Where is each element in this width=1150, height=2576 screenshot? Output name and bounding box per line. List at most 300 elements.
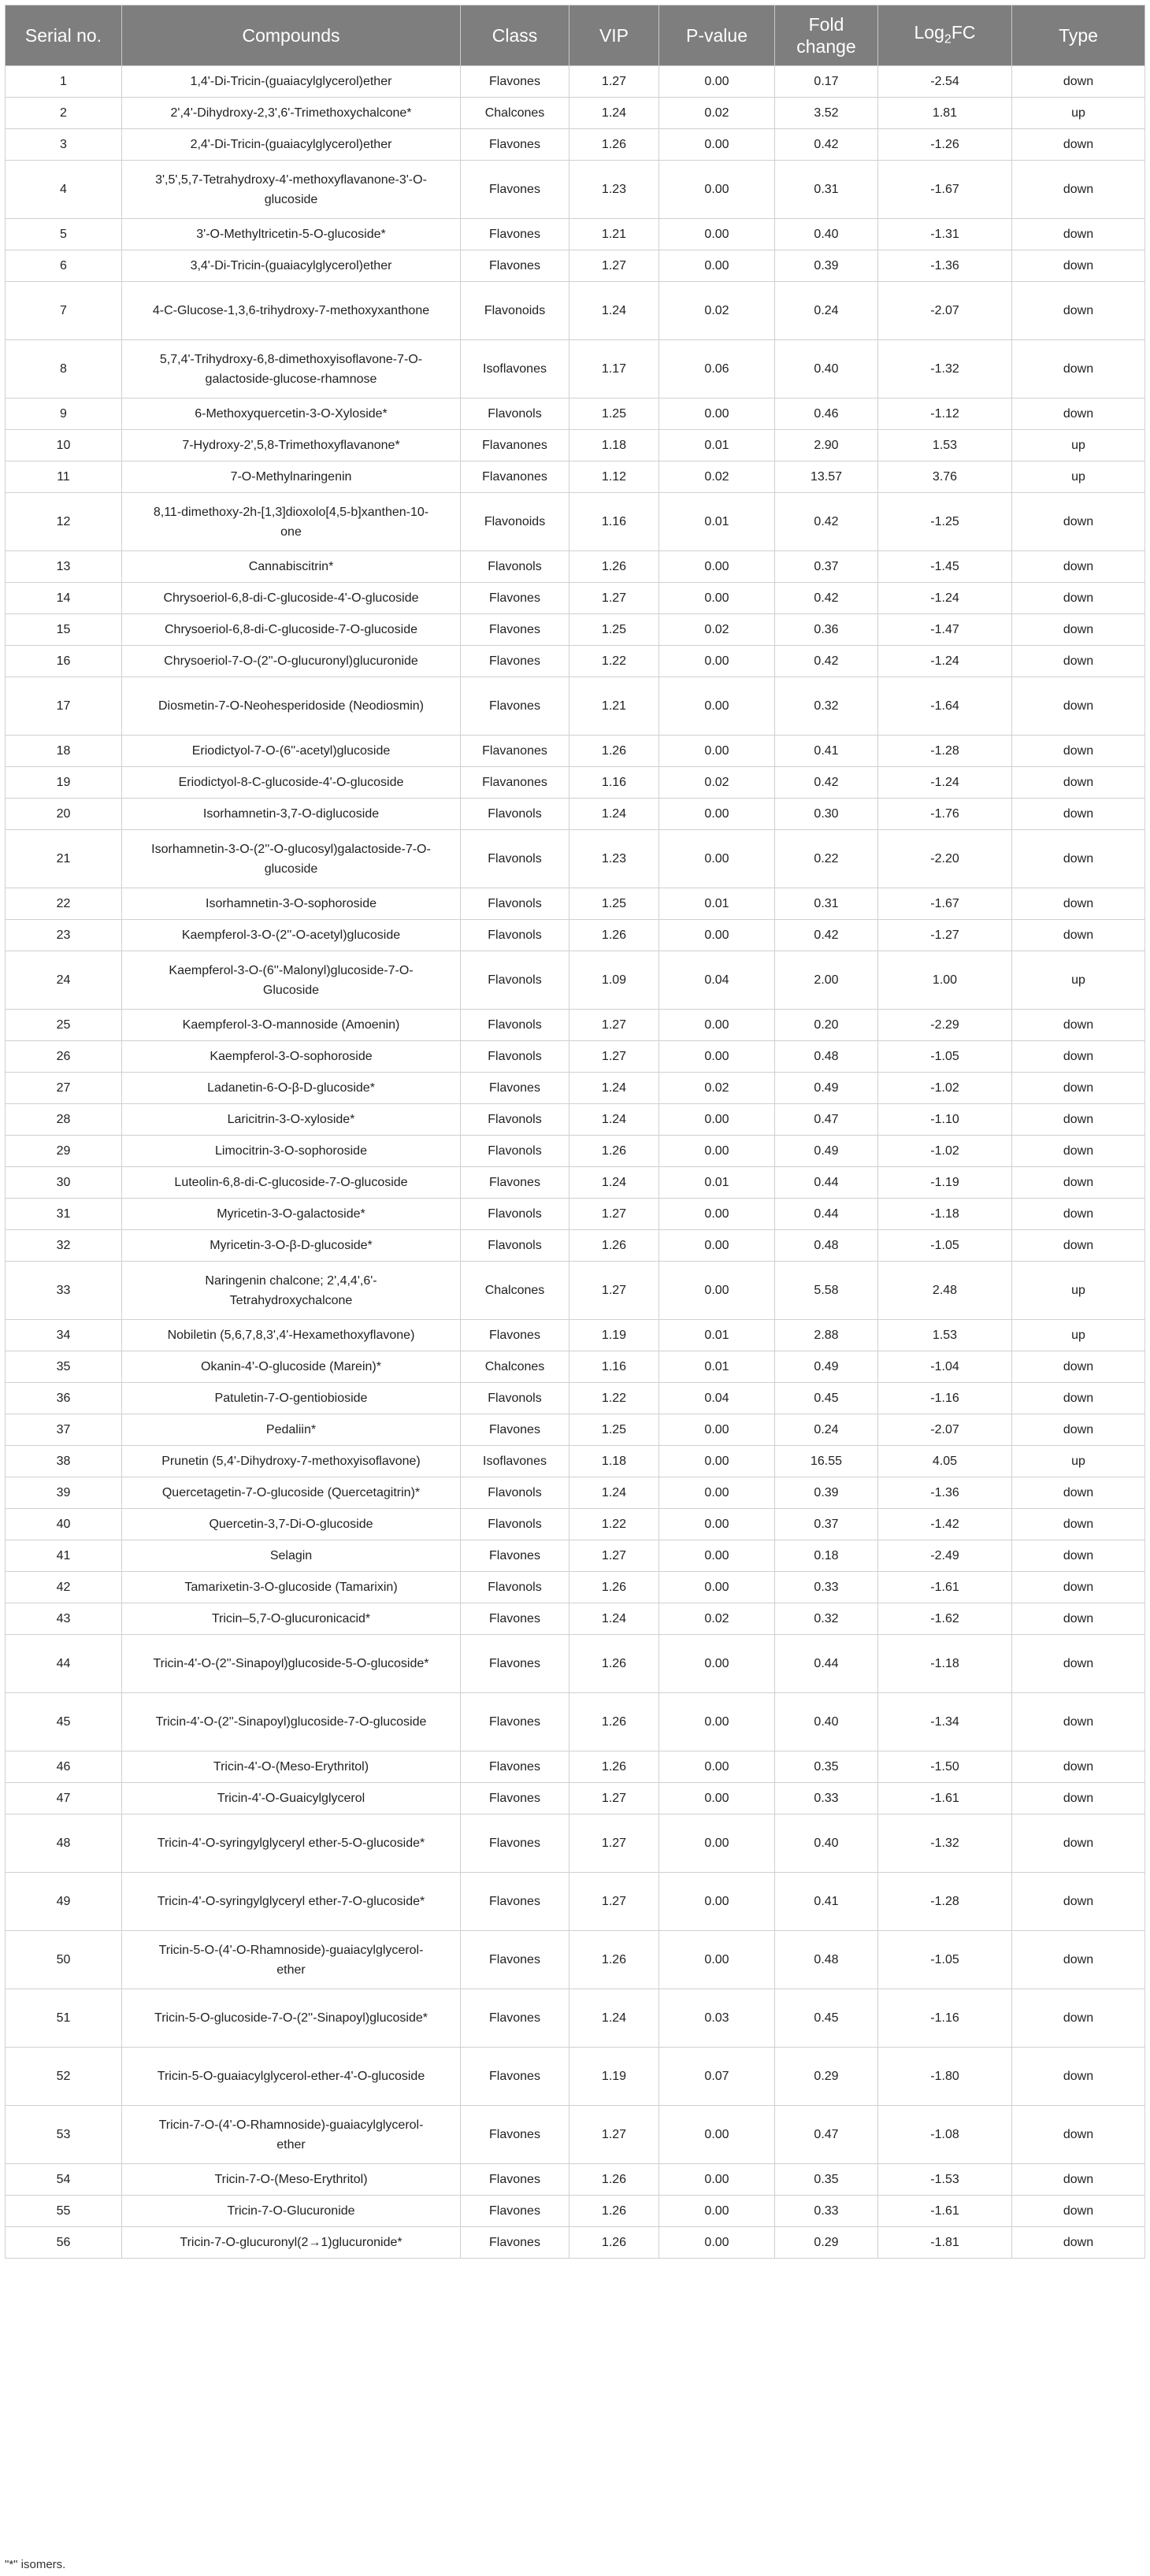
type-cell: down [1012, 66, 1145, 98]
class-cell: Flavonols [461, 1010, 569, 1041]
class-cell: Flavonols [461, 1509, 569, 1540]
log2fc-cell: -2.20 [878, 830, 1012, 888]
compound-cell: 6-Methoxyquercetin-3-O-Xyloside* [122, 398, 461, 430]
log2fc-cell: -1.47 [878, 614, 1012, 646]
type-cell: down [1012, 830, 1145, 888]
serial-cell: 19 [6, 767, 122, 799]
fold-change-cell: 0.42 [775, 493, 878, 551]
vip-cell: 1.26 [569, 920, 659, 951]
pvalue-cell: 0.01 [659, 1320, 775, 1351]
table-row [6, 1199, 1145, 1230]
type-cell: down [1012, 1783, 1145, 1814]
type-cell: down [1012, 1383, 1145, 1414]
fold-change-cell: 0.37 [775, 1509, 878, 1540]
serial-cell: 23 [6, 920, 122, 951]
vip-cell: 1.24 [569, 1603, 659, 1635]
fold-change-cell: 0.47 [775, 2106, 878, 2164]
pvalue-cell: 0.00 [659, 2164, 775, 2196]
pvalue-cell: 0.00 [659, 1414, 775, 1446]
log2fc-cell: -1.62 [878, 1603, 1012, 1635]
pvalue-cell: 0.00 [659, 1446, 775, 1477]
class-cell: Chalcones [461, 98, 569, 129]
pvalue-cell: 0.02 [659, 282, 775, 340]
compound-cell: Tricin–5,7-O-glucuronicacid* [122, 1603, 461, 1635]
table-row [6, 951, 1145, 1010]
type-cell: down [1012, 1351, 1145, 1383]
vip-cell: 1.24 [569, 1167, 659, 1199]
log2fc-cell: 4.05 [878, 1446, 1012, 1477]
pvalue-cell: 0.02 [659, 614, 775, 646]
log2fc-cell: 1.00 [878, 951, 1012, 1010]
vip-cell: 1.27 [569, 1262, 659, 1320]
compound-cell: Tricin-5-O-glucoside-7-O-(2''-Sinapoyl)glucoside* [122, 1989, 461, 2048]
serial-cell: 3 [6, 129, 122, 161]
serial-cell: 8 [6, 340, 122, 398]
fold-change-cell: 0.48 [775, 1041, 878, 1073]
class-cell: Flavonoids [461, 282, 569, 340]
vip-cell: 1.12 [569, 461, 659, 493]
pvalue-cell: 0.04 [659, 951, 775, 1010]
header-log2fc-sub: 2 [944, 32, 952, 46]
table-row [6, 736, 1145, 767]
table-row [6, 767, 1145, 799]
class-cell: Flavones [461, 1783, 569, 1814]
compound-cell: Tricin-5-O-(4'-O-Rhamnoside)-guaiacylglycerol-ether [122, 1931, 461, 1989]
class-cell: Flavonoids [461, 493, 569, 551]
compound-cell: 2,4'-Di-Tricin-(guaiacylglycerol)ether [122, 129, 461, 161]
type-cell: up [1012, 430, 1145, 461]
pvalue-cell: 0.00 [659, 551, 775, 583]
pvalue-cell: 0.01 [659, 430, 775, 461]
class-cell: Flavonols [461, 1383, 569, 1414]
compound-cell: Tricin-7-O-glucuronyl(2→1)glucuronide* [122, 2227, 461, 2259]
log2fc-cell: -1.16 [878, 1383, 1012, 1414]
vip-cell: 1.19 [569, 1320, 659, 1351]
serial-cell: 12 [6, 493, 122, 551]
pvalue-cell: 0.00 [659, 161, 775, 219]
compounds-table [5, 5, 1145, 2259]
vip-cell: 1.16 [569, 1351, 659, 1383]
pvalue-cell: 0.00 [659, 736, 775, 767]
vip-cell: 1.27 [569, 66, 659, 98]
type-cell: down [1012, 767, 1145, 799]
type-cell: down [1012, 1989, 1145, 2048]
fold-change-cell: 2.90 [775, 430, 878, 461]
type-cell: down [1012, 1509, 1145, 1540]
serial-cell: 38 [6, 1446, 122, 1477]
vip-cell: 1.27 [569, 1814, 659, 1873]
log2fc-cell: -1.61 [878, 1783, 1012, 1814]
class-cell: Flavones [461, 1635, 569, 1693]
pvalue-cell: 0.01 [659, 1351, 775, 1383]
vip-cell: 1.18 [569, 430, 659, 461]
log2fc-cell: -1.19 [878, 1167, 1012, 1199]
type-cell: down [1012, 2196, 1145, 2227]
compound-cell: Tricin-4'-O-Guaicylglycerol [122, 1783, 461, 1814]
table-row [6, 1751, 1145, 1783]
serial-cell: 34 [6, 1320, 122, 1351]
compound-cell: 7-O-Methylnaringenin [122, 461, 461, 493]
log2fc-cell: -1.67 [878, 161, 1012, 219]
type-cell: up [1012, 461, 1145, 493]
class-cell: Flavones [461, 1873, 569, 1931]
class-cell: Flavones [461, 1931, 569, 1989]
pvalue-cell: 0.07 [659, 2048, 775, 2106]
table-row [6, 129, 1145, 161]
type-cell: down [1012, 1572, 1145, 1603]
table-row [6, 1010, 1145, 1041]
fold-change-cell: 0.42 [775, 583, 878, 614]
type-cell: down [1012, 340, 1145, 398]
table-row [6, 161, 1145, 219]
vip-cell: 1.17 [569, 340, 659, 398]
fold-change-cell: 2.00 [775, 951, 878, 1010]
serial-cell: 52 [6, 2048, 122, 2106]
pvalue-cell: 0.00 [659, 1010, 775, 1041]
serial-cell: 11 [6, 461, 122, 493]
pvalue-cell: 0.00 [659, 646, 775, 677]
type-cell: up [1012, 98, 1145, 129]
table-row [6, 2227, 1145, 2259]
fold-change-cell: 0.48 [775, 1230, 878, 1262]
vip-cell: 1.16 [569, 767, 659, 799]
class-cell: Flavanones [461, 430, 569, 461]
log2fc-cell: -2.07 [878, 1414, 1012, 1446]
serial-cell: 16 [6, 646, 122, 677]
log2fc-cell: -1.45 [878, 551, 1012, 583]
compound-cell: Prunetin (5,4'-Dihydroxy-7-methoxyisoflavone) [122, 1446, 461, 1477]
type-cell: down [1012, 1751, 1145, 1783]
table-row [6, 2196, 1145, 2227]
header-vip: VIP [569, 6, 659, 66]
pvalue-cell: 0.00 [659, 1693, 775, 1751]
fold-change-cell: 0.20 [775, 1010, 878, 1041]
serial-cell: 39 [6, 1477, 122, 1509]
pvalue-cell: 0.02 [659, 98, 775, 129]
compound-cell: Tricin-7-O-Glucuronide [122, 2196, 461, 2227]
table-row [6, 1446, 1145, 1477]
fold-change-cell: 2.88 [775, 1320, 878, 1351]
serial-cell: 42 [6, 1572, 122, 1603]
table-row [6, 1477, 1145, 1509]
table-row [6, 830, 1145, 888]
serial-cell: 41 [6, 1540, 122, 1572]
class-cell: Flavones [461, 646, 569, 677]
compound-cell: Kaempferol-3-O-(6''-Malonyl)glucoside-7-O-Glucoside [122, 951, 461, 1010]
table-row [6, 1783, 1145, 1814]
vip-cell: 1.26 [569, 129, 659, 161]
type-cell: down [1012, 161, 1145, 219]
serial-cell: 18 [6, 736, 122, 767]
header-compounds: Compounds [122, 6, 461, 66]
log2fc-cell: -1.36 [878, 250, 1012, 282]
pvalue-cell: 0.00 [659, 219, 775, 250]
type-cell: down [1012, 614, 1145, 646]
table-row [6, 1693, 1145, 1751]
type-cell: down [1012, 1073, 1145, 1104]
serial-cell: 2 [6, 98, 122, 129]
type-cell: down [1012, 888, 1145, 920]
fold-change-cell: 0.36 [775, 614, 878, 646]
type-cell: down [1012, 646, 1145, 677]
class-cell: Flavonols [461, 1041, 569, 1073]
type-cell: down [1012, 1230, 1145, 1262]
serial-cell: 9 [6, 398, 122, 430]
table-row [6, 1509, 1145, 1540]
table-row [6, 551, 1145, 583]
table-row [6, 2048, 1145, 2106]
header-log2fc-main: Log [914, 21, 944, 43]
vip-cell: 1.27 [569, 1873, 659, 1931]
serial-cell: 35 [6, 1351, 122, 1383]
serial-cell: 32 [6, 1230, 122, 1262]
type-cell: down [1012, 398, 1145, 430]
pvalue-cell: 0.02 [659, 1073, 775, 1104]
class-cell: Flavonols [461, 1199, 569, 1230]
class-cell: Flavones [461, 66, 569, 98]
fold-change-cell: 0.32 [775, 1603, 878, 1635]
log2fc-cell: -1.02 [878, 1136, 1012, 1167]
log2fc-cell: -1.24 [878, 767, 1012, 799]
compound-cell: Chrysoeriol-7-O-(2''-O-glucuronyl)glucuronide [122, 646, 461, 677]
serial-cell: 25 [6, 1010, 122, 1041]
fold-change-cell: 0.35 [775, 2164, 878, 2196]
serial-cell: 43 [6, 1603, 122, 1635]
fold-change-cell: 0.40 [775, 340, 878, 398]
pvalue-cell: 0.00 [659, 1751, 775, 1783]
compound-cell: 2',4'-Dihydroxy-2,3',6'-Trimethoxychalcone* [122, 98, 461, 129]
table-body [6, 66, 1145, 2259]
class-cell: Flavones [461, 1693, 569, 1751]
class-cell: Flavones [461, 1751, 569, 1783]
serial-cell: 44 [6, 1635, 122, 1693]
table-row [6, 1814, 1145, 1873]
vip-cell: 1.16 [569, 493, 659, 551]
compound-cell: 8,11-dimethoxy-2h-[1,3]dioxolo[4,5-b]xanthen-10-one [122, 493, 461, 551]
vip-cell: 1.24 [569, 1073, 659, 1104]
class-cell: Flavones [461, 2196, 569, 2227]
type-cell: down [1012, 2106, 1145, 2164]
class-cell: Flavones [461, 1989, 569, 2048]
type-cell: down [1012, 1814, 1145, 1873]
header-row [6, 6, 1145, 66]
vip-cell: 1.26 [569, 1230, 659, 1262]
compound-cell: 4-C-Glucose-1,3,6-trihydroxy-7-methoxyxanthone [122, 282, 461, 340]
type-cell: down [1012, 2164, 1145, 2196]
class-cell: Isoflavones [461, 1446, 569, 1477]
pvalue-cell: 0.00 [659, 1635, 775, 1693]
compound-cell: Laricitrin-3-O-xyloside* [122, 1104, 461, 1136]
fold-change-cell: 0.39 [775, 250, 878, 282]
vip-cell: 1.24 [569, 98, 659, 129]
log2fc-cell: -1.28 [878, 1873, 1012, 1931]
log2fc-cell: -2.54 [878, 66, 1012, 98]
table-row [6, 1104, 1145, 1136]
fold-change-cell: 0.44 [775, 1167, 878, 1199]
log2fc-cell: 3.76 [878, 461, 1012, 493]
pvalue-cell: 0.06 [659, 340, 775, 398]
pvalue-cell: 0.00 [659, 250, 775, 282]
compound-cell: Okanin-4'-O-glucoside (Marein)* [122, 1351, 461, 1383]
log2fc-cell: -2.49 [878, 1540, 1012, 1572]
table-row [6, 1414, 1145, 1446]
class-cell: Flavones [461, 677, 569, 736]
log2fc-cell: -1.04 [878, 1351, 1012, 1383]
class-cell: Flavones [461, 2227, 569, 2259]
log2fc-cell: -1.42 [878, 1509, 1012, 1540]
compound-cell: Limocitrin-3-O-sophoroside [122, 1136, 461, 1167]
serial-cell: 29 [6, 1136, 122, 1167]
type-cell: down [1012, 920, 1145, 951]
table-row [6, 1383, 1145, 1414]
pvalue-cell: 0.00 [659, 1230, 775, 1262]
vip-cell: 1.24 [569, 1104, 659, 1136]
header-pvalue: P-value [659, 6, 775, 66]
table-row [6, 646, 1145, 677]
type-cell: down [1012, 1693, 1145, 1751]
vip-cell: 1.19 [569, 2048, 659, 2106]
fold-change-cell: 3.52 [775, 98, 878, 129]
log2fc-cell: -1.08 [878, 2106, 1012, 2164]
compound-cell: Myricetin-3-O-galactoside* [122, 1199, 461, 1230]
fold-change-cell: 0.41 [775, 736, 878, 767]
compound-cell: Kaempferol-3-O-(2''-O-acetyl)glucoside [122, 920, 461, 951]
serial-cell: 4 [6, 161, 122, 219]
fold-change-cell: 0.33 [775, 1783, 878, 1814]
log2fc-cell: 2.48 [878, 1262, 1012, 1320]
compound-cell: Kaempferol-3-O-mannoside (Amoenin) [122, 1010, 461, 1041]
fold-change-cell: 0.29 [775, 2048, 878, 2106]
pvalue-cell: 0.00 [659, 2227, 775, 2259]
vip-cell: 1.24 [569, 1989, 659, 2048]
pvalue-cell: 0.01 [659, 1167, 775, 1199]
class-cell: Flavanones [461, 736, 569, 767]
compound-cell: Chrysoeriol-6,8-di-C-glucoside-7-O-glucoside [122, 614, 461, 646]
fold-change-cell: 0.33 [775, 2196, 878, 2227]
table-row [6, 398, 1145, 430]
table-row [6, 1351, 1145, 1383]
serial-cell: 13 [6, 551, 122, 583]
pvalue-cell: 0.02 [659, 1603, 775, 1635]
table-row [6, 219, 1145, 250]
log2fc-cell: -1.05 [878, 1931, 1012, 1989]
fold-change-cell: 0.37 [775, 551, 878, 583]
type-cell: up [1012, 1446, 1145, 1477]
pvalue-cell: 0.02 [659, 767, 775, 799]
table-row [6, 2164, 1145, 2196]
log2fc-cell: -1.28 [878, 736, 1012, 767]
pvalue-cell: 0.00 [659, 677, 775, 736]
compound-cell: 1,4'-Di-Tricin-(guaiacylglycerol)ether [122, 66, 461, 98]
serial-cell: 21 [6, 830, 122, 888]
header-fold-change: Fold change [775, 6, 878, 66]
class-cell: Flavones [461, 2048, 569, 2106]
pvalue-cell: 0.00 [659, 1873, 775, 1931]
table-row [6, 430, 1145, 461]
log2fc-cell: -1.05 [878, 1230, 1012, 1262]
vip-cell: 1.26 [569, 2196, 659, 2227]
serial-cell: 55 [6, 2196, 122, 2227]
table-row [6, 1603, 1145, 1635]
serial-cell: 45 [6, 1693, 122, 1751]
type-cell: down [1012, 129, 1145, 161]
serial-cell: 37 [6, 1414, 122, 1446]
log2fc-cell: -2.07 [878, 282, 1012, 340]
vip-cell: 1.21 [569, 219, 659, 250]
table-row [6, 583, 1145, 614]
table-row [6, 1320, 1145, 1351]
class-cell: Flavonols [461, 951, 569, 1010]
type-cell: down [1012, 250, 1145, 282]
type-cell: down [1012, 1010, 1145, 1041]
header-log2fc [878, 6, 1012, 66]
compound-cell: Eriodictyol-7-O-(6''-acetyl)glucoside [122, 736, 461, 767]
header-serial: Serial no. [6, 6, 122, 66]
vip-cell: 1.27 [569, 1199, 659, 1230]
table-row [6, 614, 1145, 646]
fold-change-cell: 0.35 [775, 1751, 878, 1783]
log2fc-cell: 1.81 [878, 98, 1012, 129]
serial-cell: 17 [6, 677, 122, 736]
vip-cell: 1.26 [569, 736, 659, 767]
table-row [6, 1572, 1145, 1603]
serial-cell: 51 [6, 1989, 122, 2048]
serial-cell: 49 [6, 1873, 122, 1931]
type-cell: down [1012, 1414, 1145, 1446]
log2fc-cell: -1.10 [878, 1104, 1012, 1136]
compound-cell: Tricin-5-O-guaiacylglycerol-ether-4'-O-glucoside [122, 2048, 461, 2106]
vip-cell: 1.22 [569, 1383, 659, 1414]
vip-cell: 1.23 [569, 830, 659, 888]
compound-cell: Eriodictyol-8-C-glucoside-4'-O-glucoside [122, 767, 461, 799]
type-cell: down [1012, 551, 1145, 583]
class-cell: Flavonols [461, 888, 569, 920]
fold-change-cell: 0.31 [775, 888, 878, 920]
class-cell: Flavonols [461, 799, 569, 830]
class-cell: Flavonols [461, 398, 569, 430]
class-cell: Flavones [461, 161, 569, 219]
serial-cell: 15 [6, 614, 122, 646]
pvalue-cell: 0.00 [659, 1540, 775, 1572]
serial-cell: 33 [6, 1262, 122, 1320]
vip-cell: 1.27 [569, 1540, 659, 1572]
serial-cell: 36 [6, 1383, 122, 1414]
type-cell: down [1012, 2227, 1145, 2259]
compound-cell: Nobiletin (5,6,7,8,3',4'-Hexamethoxyflavone) [122, 1320, 461, 1351]
type-cell: up [1012, 951, 1145, 1010]
type-cell: down [1012, 1136, 1145, 1167]
class-cell: Flavonols [461, 1572, 569, 1603]
fold-change-cell: 0.39 [775, 1477, 878, 1509]
fold-change-cell: 0.44 [775, 1199, 878, 1230]
table-row [6, 920, 1145, 951]
pvalue-cell: 0.00 [659, 583, 775, 614]
table-row [6, 2106, 1145, 2164]
log2fc-cell: -1.27 [878, 920, 1012, 951]
class-cell: Isoflavones [461, 340, 569, 398]
type-cell: down [1012, 1041, 1145, 1073]
log2fc-cell: -1.05 [878, 1041, 1012, 1073]
class-cell: Flavones [461, 250, 569, 282]
fold-change-cell: 5.58 [775, 1262, 878, 1320]
serial-cell: 26 [6, 1041, 122, 1073]
table-row [6, 1873, 1145, 1931]
log2fc-cell: 1.53 [878, 430, 1012, 461]
table-row [6, 677, 1145, 736]
log2fc-cell: -1.12 [878, 398, 1012, 430]
fold-change-cell: 0.44 [775, 1635, 878, 1693]
pvalue-cell: 0.01 [659, 493, 775, 551]
